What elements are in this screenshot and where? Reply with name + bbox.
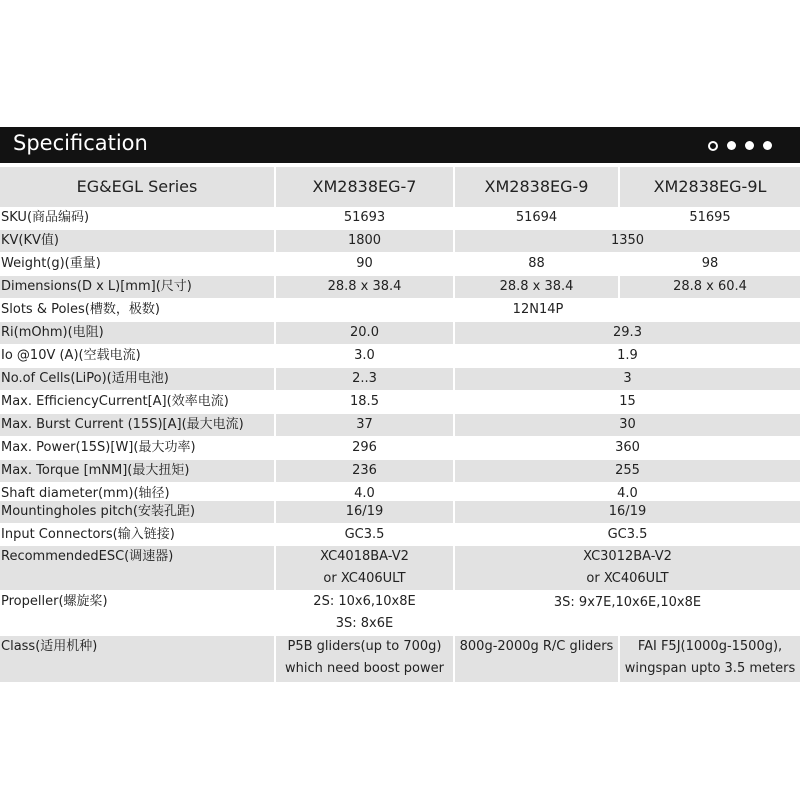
cell-dims-3: 28.8 x 60.4 bbox=[620, 276, 800, 298]
row-label-power: Max. Power(15S)[W](最大功率) bbox=[0, 437, 274, 459]
row-label-weight: Weight(g)(重量) bbox=[0, 253, 274, 275]
section-title: Specification bbox=[13, 131, 148, 155]
row-label-connectors: Input Connectors(输入链接) bbox=[0, 524, 274, 546]
row-label-sku: SKU(商品编码) bbox=[0, 207, 274, 229]
cell-class-1-line2: which need boost power bbox=[285, 661, 444, 676]
cell-mount-1: 16/19 bbox=[276, 501, 453, 523]
cell-prop-1-line1: 2S: 10x6,10x8E bbox=[313, 594, 416, 609]
row-label-ri: Ri(mOhm)(电阻) bbox=[0, 322, 274, 344]
row-label-mounting: Mountingholes pitch(安装孔距) bbox=[0, 501, 274, 523]
cell-cells-23: 3 bbox=[455, 368, 800, 390]
cell-mount-23: 16/19 bbox=[455, 501, 800, 523]
row-label-shaft: Shaft diameter(mm)(轴径) bbox=[0, 483, 274, 505]
cell-weight-1: 90 bbox=[276, 253, 453, 275]
row-label-io: Io @10V (A)(空载电流) bbox=[0, 345, 274, 367]
cell-class-1 bbox=[276, 636, 453, 682]
cell-kv-23: 1350 bbox=[455, 230, 800, 252]
cell-slots-all: 12N14P bbox=[276, 299, 800, 321]
cell-sku-3: 51695 bbox=[620, 207, 800, 229]
row-label-efficiency: Max. EfficiencyCurrent[A](效率电流) bbox=[0, 391, 274, 413]
cell-esc-23 bbox=[455, 546, 800, 590]
row-label-dimensions: Dimensions(D x L)[mm](尺寸) bbox=[0, 276, 274, 298]
cell-torque-23: 255 bbox=[455, 460, 800, 482]
cell-prop-1-line2: 3S: 8x6E bbox=[335, 616, 394, 631]
cell-power-23: 360 bbox=[455, 437, 800, 459]
cell-esc-1-line1: XC4018BA-V2 bbox=[320, 549, 409, 564]
cell-io-1: 3.0 bbox=[276, 345, 453, 367]
cell-burst-1: 37 bbox=[276, 414, 453, 436]
carousel-dots bbox=[708, 141, 772, 151]
row-label-esc: RecommendedESC(调速器) bbox=[0, 546, 274, 590]
column-header-model-9l: XM2838EG-9L bbox=[620, 167, 800, 207]
cell-ri-1: 20.0 bbox=[276, 322, 453, 344]
cell-weight-2: 88 bbox=[455, 253, 618, 275]
row-label-torque: Max. Torque [mNM](最大扭矩) bbox=[0, 460, 274, 482]
cell-prop-23: 3S: 9x7E,10x6E,10x8E bbox=[455, 591, 800, 635]
column-header-model-9: XM2838EG-9 bbox=[455, 167, 618, 207]
carousel-dot-active-icon[interactable] bbox=[708, 141, 718, 151]
cell-shaft-1: 4.0 bbox=[276, 483, 453, 505]
cell-esc-23-line1: XC3012BA-V2 bbox=[583, 549, 672, 564]
cell-kv-1: 1800 bbox=[276, 230, 453, 252]
cell-class-3 bbox=[620, 636, 800, 682]
row-label-kv: KV(KV值) bbox=[0, 230, 274, 252]
cell-torque-1: 236 bbox=[276, 460, 453, 482]
cell-weight-3: 98 bbox=[620, 253, 800, 275]
cell-eff-1: 18.5 bbox=[276, 391, 453, 413]
row-label-burst: Max. Burst Current (15S)[A](最大电流) bbox=[0, 414, 274, 436]
section-header bbox=[0, 127, 800, 163]
cell-conn-23: GC3.5 bbox=[455, 524, 800, 546]
cell-io-23: 1.9 bbox=[455, 345, 800, 367]
row-label-cells: No.of Cells(LiPo)(适用电池) bbox=[0, 368, 274, 390]
cell-dims-2: 28.8 x 38.4 bbox=[455, 276, 618, 298]
row-label-propeller: Propeller(螺旋桨) bbox=[0, 591, 274, 635]
cell-class-2: 800g-2000g R/C gliders bbox=[455, 636, 618, 682]
cell-eff-23: 15 bbox=[455, 391, 800, 413]
cell-class-3-line1: FAI F5J(1000g-1500g), bbox=[637, 639, 783, 654]
column-header-model-7: XM2838EG-7 bbox=[276, 167, 453, 207]
cell-dims-1: 28.8 x 38.4 bbox=[276, 276, 453, 298]
cell-power-1: 296 bbox=[276, 437, 453, 459]
carousel-dot-icon[interactable] bbox=[727, 141, 736, 150]
cell-burst-23: 30 bbox=[455, 414, 800, 436]
cell-sku-2: 51694 bbox=[455, 207, 618, 229]
cell-sku-1: 51693 bbox=[276, 207, 453, 229]
cell-shaft-23: 4.0 bbox=[455, 483, 800, 505]
column-header-series: EG&EGL Series bbox=[0, 167, 274, 207]
cell-ri-23: 29.3 bbox=[455, 322, 800, 344]
cell-esc-1 bbox=[276, 546, 453, 590]
cell-esc-1-line2: or XC406ULT bbox=[323, 571, 406, 586]
cell-class-3-line2: wingspan upto 3.5 meters bbox=[624, 661, 796, 676]
row-label-slots: Slots & Poles(槽数，极数) bbox=[0, 299, 274, 321]
cell-conn-1: GC3.5 bbox=[276, 524, 453, 546]
cell-esc-23-line2: or XC406ULT bbox=[586, 571, 669, 586]
row-label-class: Class(适用机种) bbox=[0, 636, 274, 682]
cell-prop-1 bbox=[276, 591, 453, 635]
carousel-dot-icon[interactable] bbox=[745, 141, 754, 150]
cell-cells-1: 2..3 bbox=[276, 368, 453, 390]
cell-class-1-line1: P5B gliders(up to 700g) bbox=[287, 639, 442, 654]
carousel-dot-icon[interactable] bbox=[763, 141, 772, 150]
